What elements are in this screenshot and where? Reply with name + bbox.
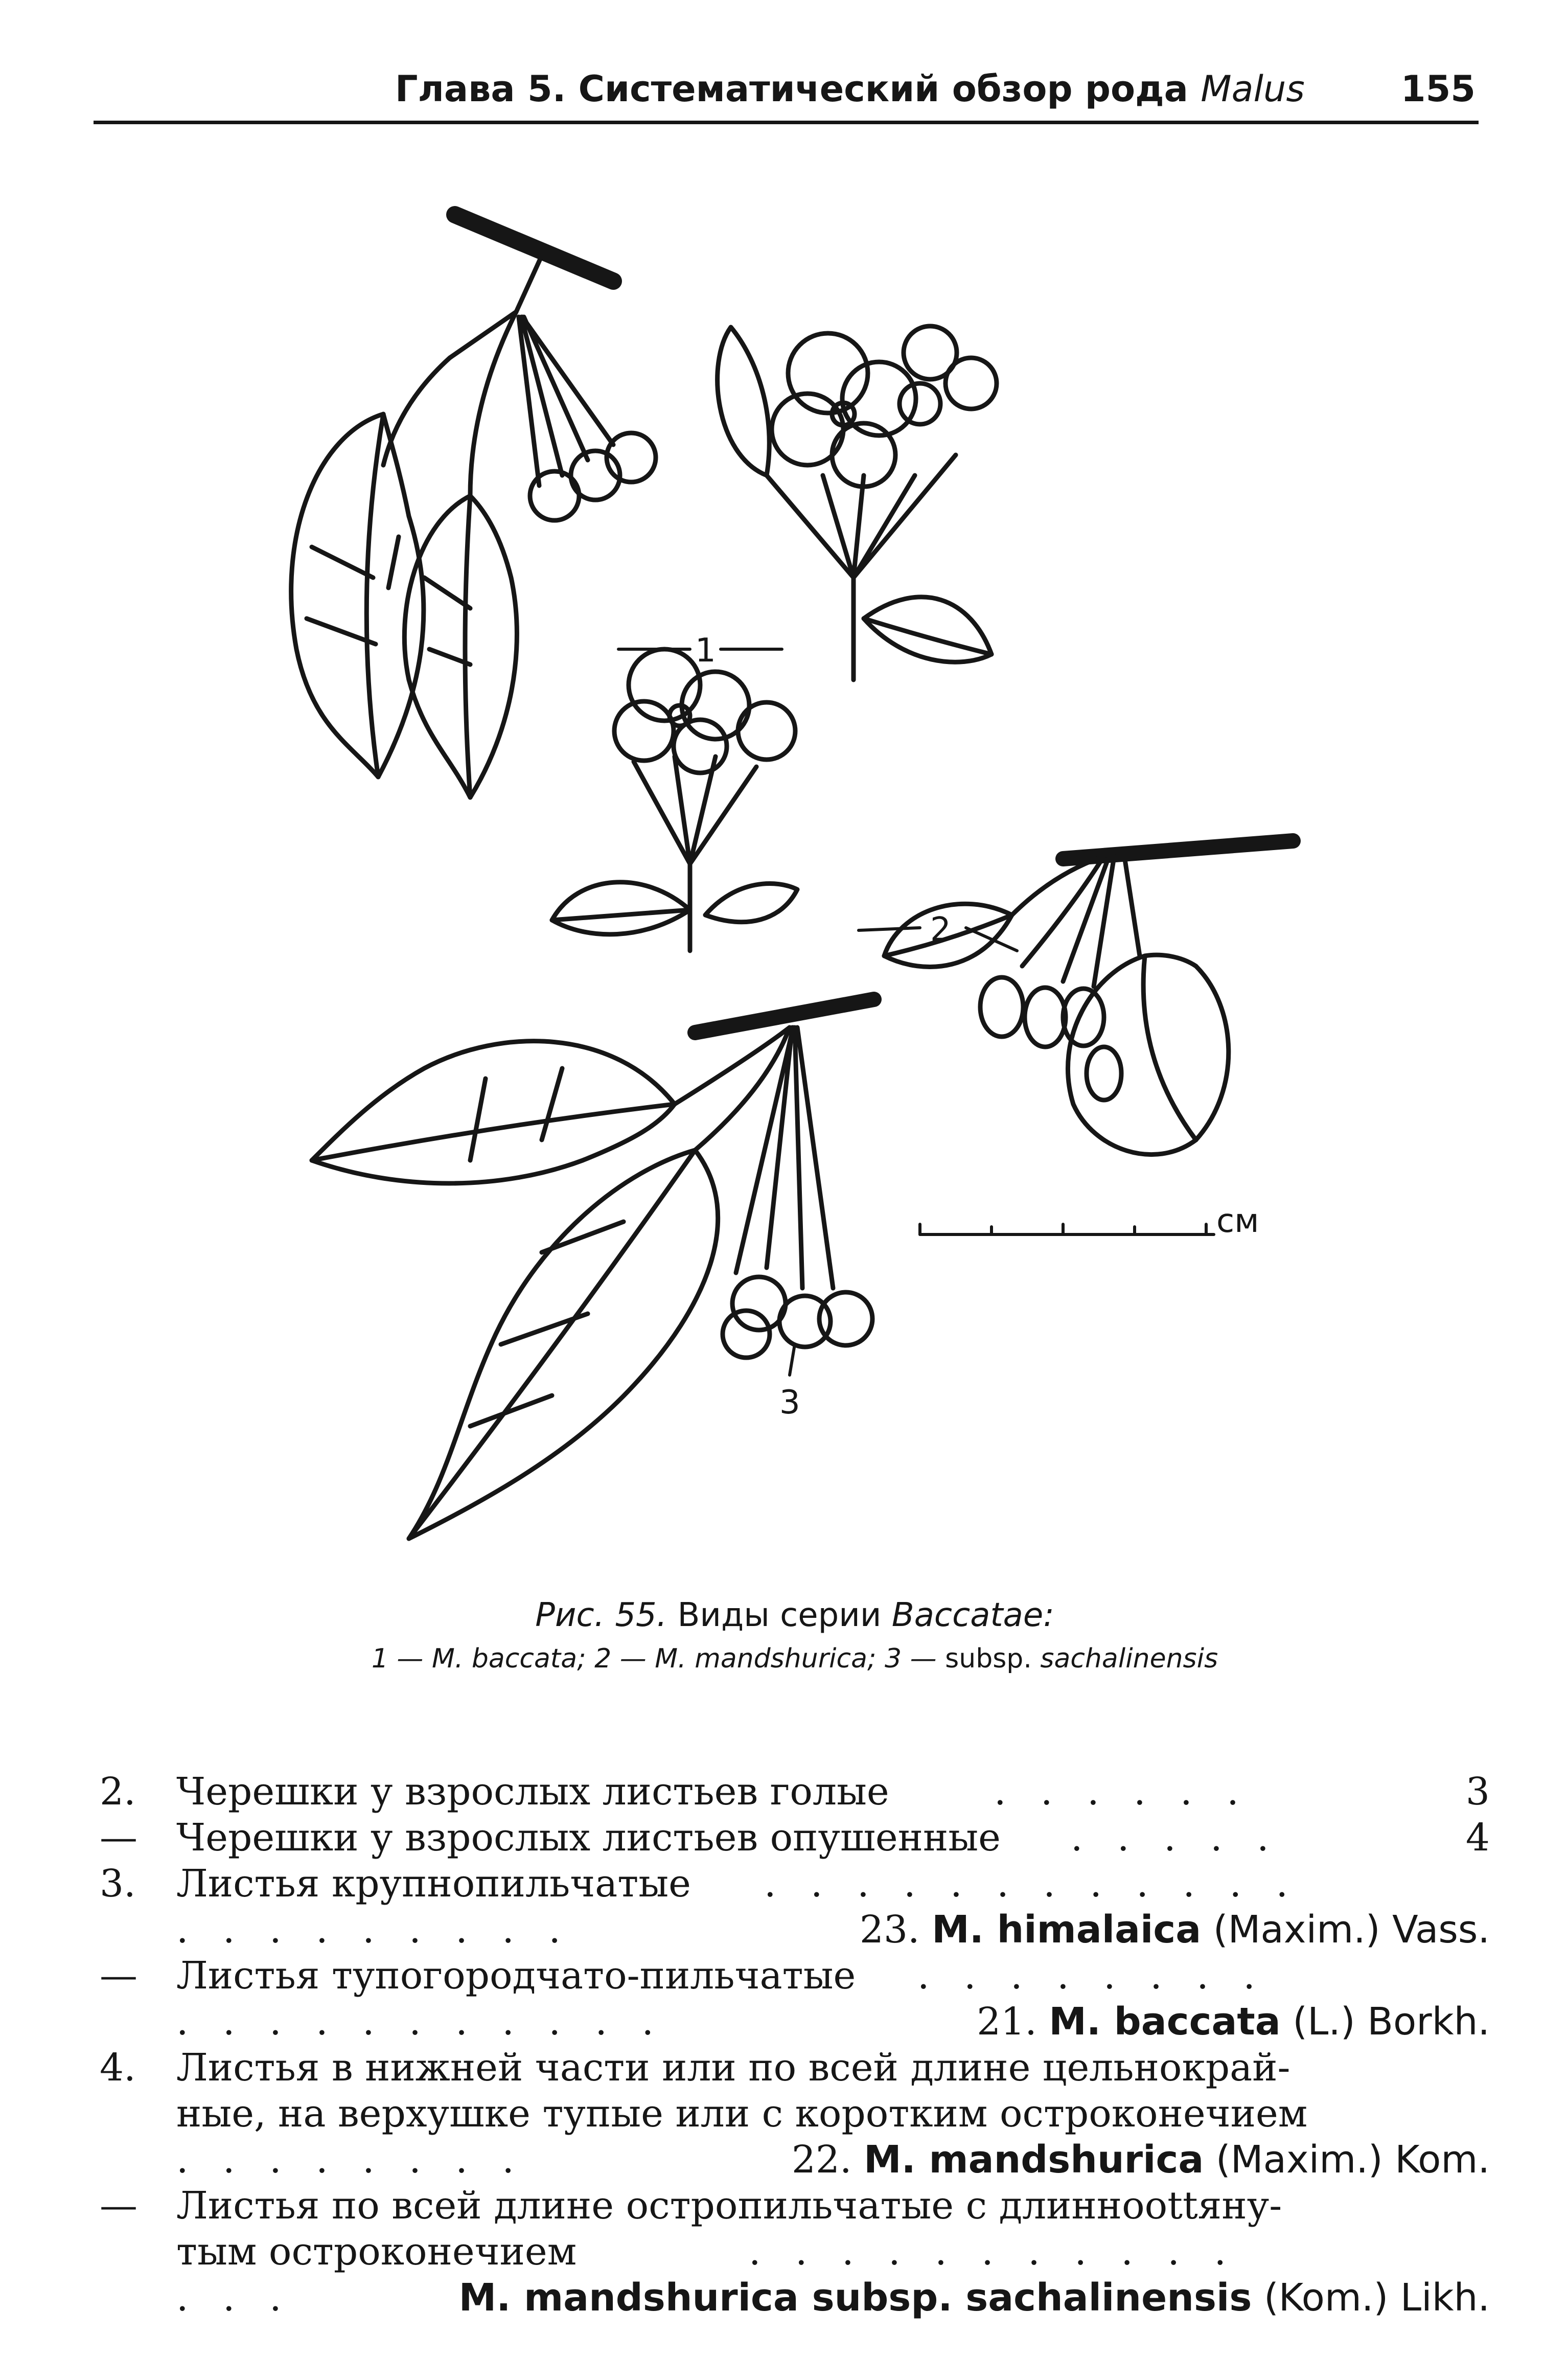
key-row: — Черешки у взрослых листьев опушенные . . . . . 4 — [100, 1816, 1490, 1860]
scale-bar — [920, 1224, 1214, 1234]
key-row: . . . . . . . . . . . 21. M. baccata (L.) Borkh. — [176, 2000, 1490, 2044]
specimen-2-flowering-cluster — [552, 649, 797, 951]
figure-label-1: 1 — [695, 632, 716, 670]
key-row: . . . . . . . . 22. M. mandshurica (Maxim.) Kom. — [176, 2138, 1490, 2182]
key-row: 2. Черешки у взрослых листьев голые . . . . . . 3 — [100, 1770, 1490, 1814]
running-header — [94, 59, 1479, 118]
specimen-2-fruiting-branch — [884, 841, 1293, 1155]
key-row: — Листья тупогородчато-пильчатые . . . . . . . . — [100, 1954, 1266, 1998]
key-row: 4. Листья в нижней части или по всей длине цельнокрай- — [100, 2046, 1290, 2090]
scale-unit-label: см — [1216, 1202, 1259, 1240]
genus-name: Malus — [1201, 68, 1305, 110]
key-row: тым остроконечием . . . . . . . . . . . — [176, 2230, 1237, 2274]
botanical-figure — [256, 189, 1334, 1569]
key-row: . . . M. mandshurica subsp. sachalinensis (Kom.) Likh. — [176, 2276, 1490, 2320]
specimen-1-flowering-cluster — [718, 326, 997, 680]
chapter-title: Глава 5. Систематический обзор рода Malus — [395, 68, 1305, 110]
identification-key — [100, 1769, 1490, 2321]
figure-illustration — [256, 189, 1334, 1569]
key-row: ные, на верхушке тупые или с коротким остроконечием — [176, 2092, 1308, 2136]
caption-line-1: Рис. 55. Виды серии Baccatae: — [535, 1596, 1054, 1634]
figure-label-3: 3 — [779, 1384, 800, 1422]
key-row: — Листья по всей длине остропильчатые с длинноottяну- — [100, 2184, 1282, 2228]
specimen-3-fruiting-branch — [312, 999, 874, 1539]
key-row: . . . . . . . . . 23. M. himalaica (Maxim.) Vass. — [176, 1908, 1490, 1952]
figure-caption — [256, 1592, 1334, 1679]
page-number: 155 — [1400, 68, 1475, 110]
caption-line-2: 1 — M. baccata; 2 — M. mandshurica; 3 — subsp. sachalinensis — [371, 1643, 1218, 1674]
header-rule — [94, 121, 1479, 124]
key-row: 3. Листья крупнопильчатые . . . . . . . . . . . . — [100, 1862, 1300, 1906]
figure-label-2: 2 — [930, 911, 951, 949]
specimen-1-fruiting-branch — [291, 215, 656, 797]
